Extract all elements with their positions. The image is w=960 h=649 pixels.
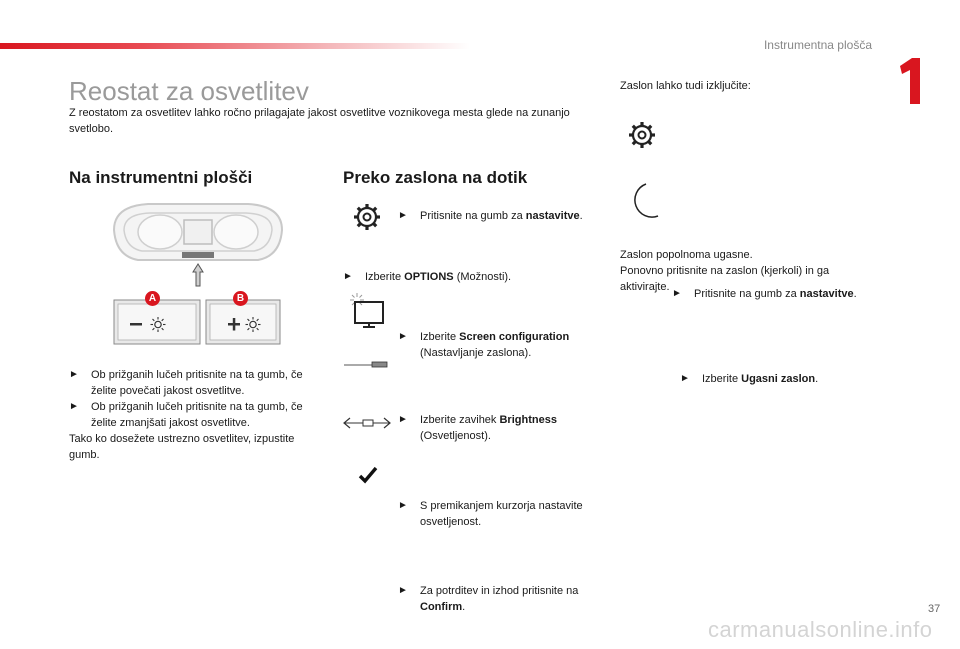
col2-step-3: ► Izberite Screen configuration (Nastavljanje zaslona). <box>398 331 570 359</box>
col1-instructions <box>69 367 319 463</box>
screen-brightness-icon <box>345 293 385 329</box>
col3-step-1: ► Pritisnite na gumb za nastavitve. <box>672 288 857 300</box>
moon-icon <box>626 182 660 222</box>
watermark: carmanualsonline.info <box>708 617 933 642</box>
brightness-tab-icon <box>344 359 389 369</box>
col3-note: Zaslon popolnoma ugasne. Ponovno pritisnite na zaslon (kjerkoli) in ga aktivirajte. <box>620 249 830 293</box>
page-number: 37 <box>928 603 941 615</box>
col3-step-2: ► Izberite Ugasni zaslon. <box>680 373 819 385</box>
gear-icon <box>353 203 381 231</box>
header-accent-bar <box>0 43 470 49</box>
increase-brightness-icon <box>228 316 278 334</box>
page-intro: Z reostatom za osvetlitev lahko ročno prilagajate jakost osvetlitve voznikovega mesta glede na zunanjo svetlobo. <box>69 107 570 135</box>
label-a: A <box>145 291 160 306</box>
col2-step-2: ► Izberite OPTIONS (Možnosti). <box>343 271 512 283</box>
col3-intro: Zaslon lahko tudi izključite: <box>620 80 751 92</box>
col2-step-4: ► Izberite zavihek Brightness (Osvetljenost). <box>398 414 557 442</box>
page-title: Reostat za osvetlitev <box>69 76 309 106</box>
col2-step-5: ► S premikanjem kurzorja nastavite osvetljenost. <box>398 500 583 528</box>
gear-icon <box>628 121 656 149</box>
chapter-number <box>896 58 920 104</box>
label-b: B <box>233 291 248 306</box>
col2-heading: Preko zaslona na dotik <box>343 168 528 187</box>
decrease-brightness-icon <box>130 317 180 333</box>
list-item: ► Ob prižganih lučeh pritisnite na ta gumb, če želite zmanjšati jakost osvetlitve. <box>69 401 303 429</box>
checkmark-icon[interactable] <box>358 466 378 484</box>
list-item: ► Ob prižganih lučeh pritisnite na ta gumb, če želite povečati jakost osvetlitve. <box>69 369 303 397</box>
col1-note: Tako ko dosežete ustrezno osvetlitev, izpustite gumb. <box>69 433 295 461</box>
col1-heading: Na instrumentni plošči <box>69 168 253 187</box>
col2-step-6: ► Za potrditev in izhod pritisnite na Confirm. <box>398 585 579 613</box>
slider-arrows-icon[interactable] <box>344 416 390 430</box>
col2-step-1: ► Pritisnite na gumb za nastavitve. <box>398 210 583 222</box>
section-title: Instrumentna plošča <box>763 38 872 52</box>
